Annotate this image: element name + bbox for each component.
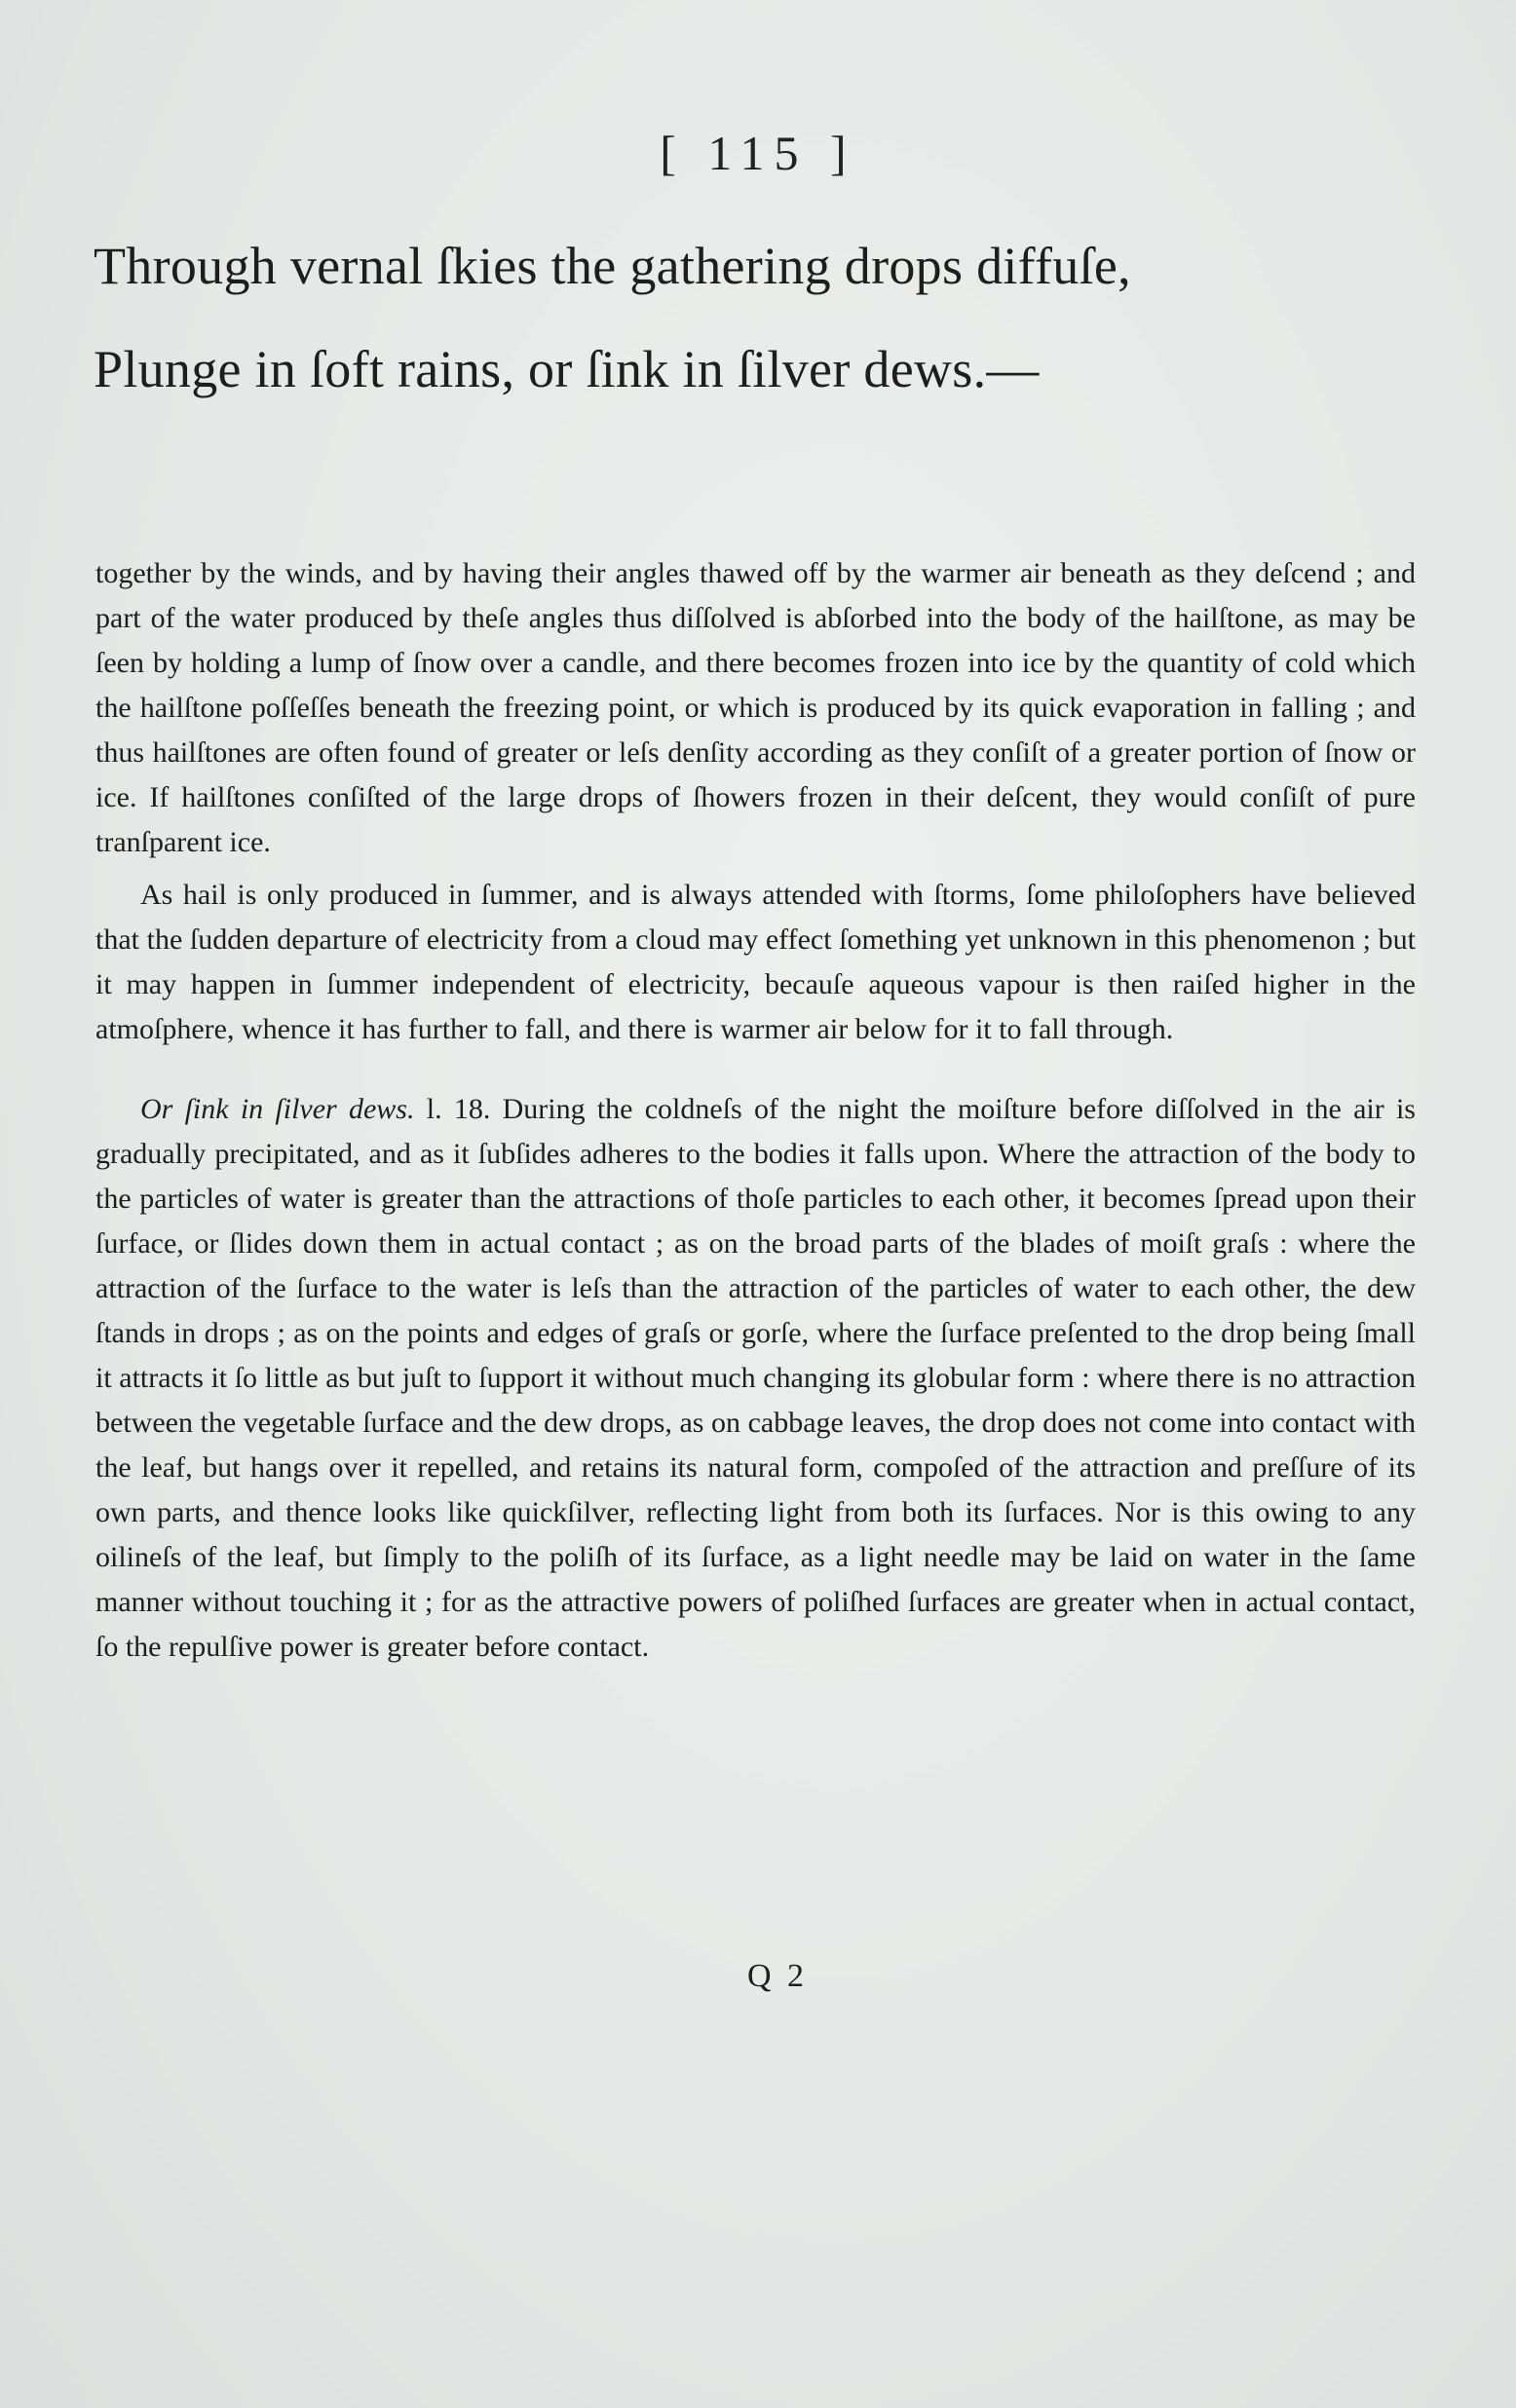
signature-mark: Q 2 [746, 1958, 809, 1994]
verse-line: Plunge in ſoft rains, or ſink in ſilver dews.— [94, 340, 1040, 398]
note-paragraph [95, 1087, 1416, 1670]
note-reference: Or ſink in ſilver dews. [140, 1093, 415, 1125]
page-number: [ 115 ] [660, 126, 856, 180]
verse-line: Through vernal ſkies the gathering drops diffuſe, [94, 237, 1131, 295]
note-paragraph: together by the winds, and by having their angles thawed off by the warmer air beneath as they deſcend ; and part of the water produced by theſe angles thus diſſolved is abſorbed into the body of the hailſtone, as may be ſeen by holding a lump of ſnow over a candle, and there becomes frozen into ice by the quantity of cold which the hailſtone poſſeſſes beneath the freezing point, or which is produced by its quick evaporation in falling ; and thus hailſtones are often found of greater or leſs denſity according as they conſiſt of a greater portion of ſnow or ice. If hailſtones conſiſted of the large drops of ſhowers frozen in their deſcent, they would conſiſt of pure tranſparent ice. [95, 557, 1416, 858]
verse-block [94, 214, 1360, 421]
note-line-number: l. 18. [414, 1093, 503, 1125]
note-paragraph: As hail is only produced in ſummer, and is always attended with ſtorms, ſome philoſophers have believed that the ſudden departure of electricity from a cloud may effect ſomething yet unknown in this phenomenon ; but it may happen in ſummer independent of electricity, becauſe aqueous vapour is then raiſed higher in the atmoſphere, whence it has further to fall, and there is warmer air below for it to fall through. [95, 879, 1416, 1045]
note-text: During the coldneſs of the night the moiſture before diſſolved in the air is gradually precipitated, and as it ſubſides adheres to the bodies it falls upon. Where the attraction of the body to the particles of water is greater than the attractions of thoſe particles to each other, it becomes ſpread upon their ſurface, or ſlides down them in actual contact ; as on the broad parts of the blades of moiſt graſs : where the attraction of the ſurface to the water is leſs than the attraction of the particles of water to each other, the dew ſtands in drops ; as on the points and edges of graſs or gorſe, where the ſurface preſented to the drop being ſmall it attracts it ſo little as but juſt to ſupport it without much changing its globular form : where there is no attraction between the vegetable ſurface and the dew drops, as on cabbage leaves, the drop does not come into contact with the leaf, but hangs over it repelled, and retains its natural form, compoſed of the attraction and preſſure of its own parts, and thence looks like quickſilver, reflecting light from both its ſurfaces. Nor is this owing to any oilineſs of the leaf, but ſimply to the poliſh of its ſurface, as a light needle may be laid on water in the ſame manner without touching it ; for as the attractive powers of poliſhed ſurfaces are greater when in actual contact, ſo the repulſive power is greater before contact. [95, 1093, 1416, 1663]
notes-body [95, 551, 1416, 1670]
